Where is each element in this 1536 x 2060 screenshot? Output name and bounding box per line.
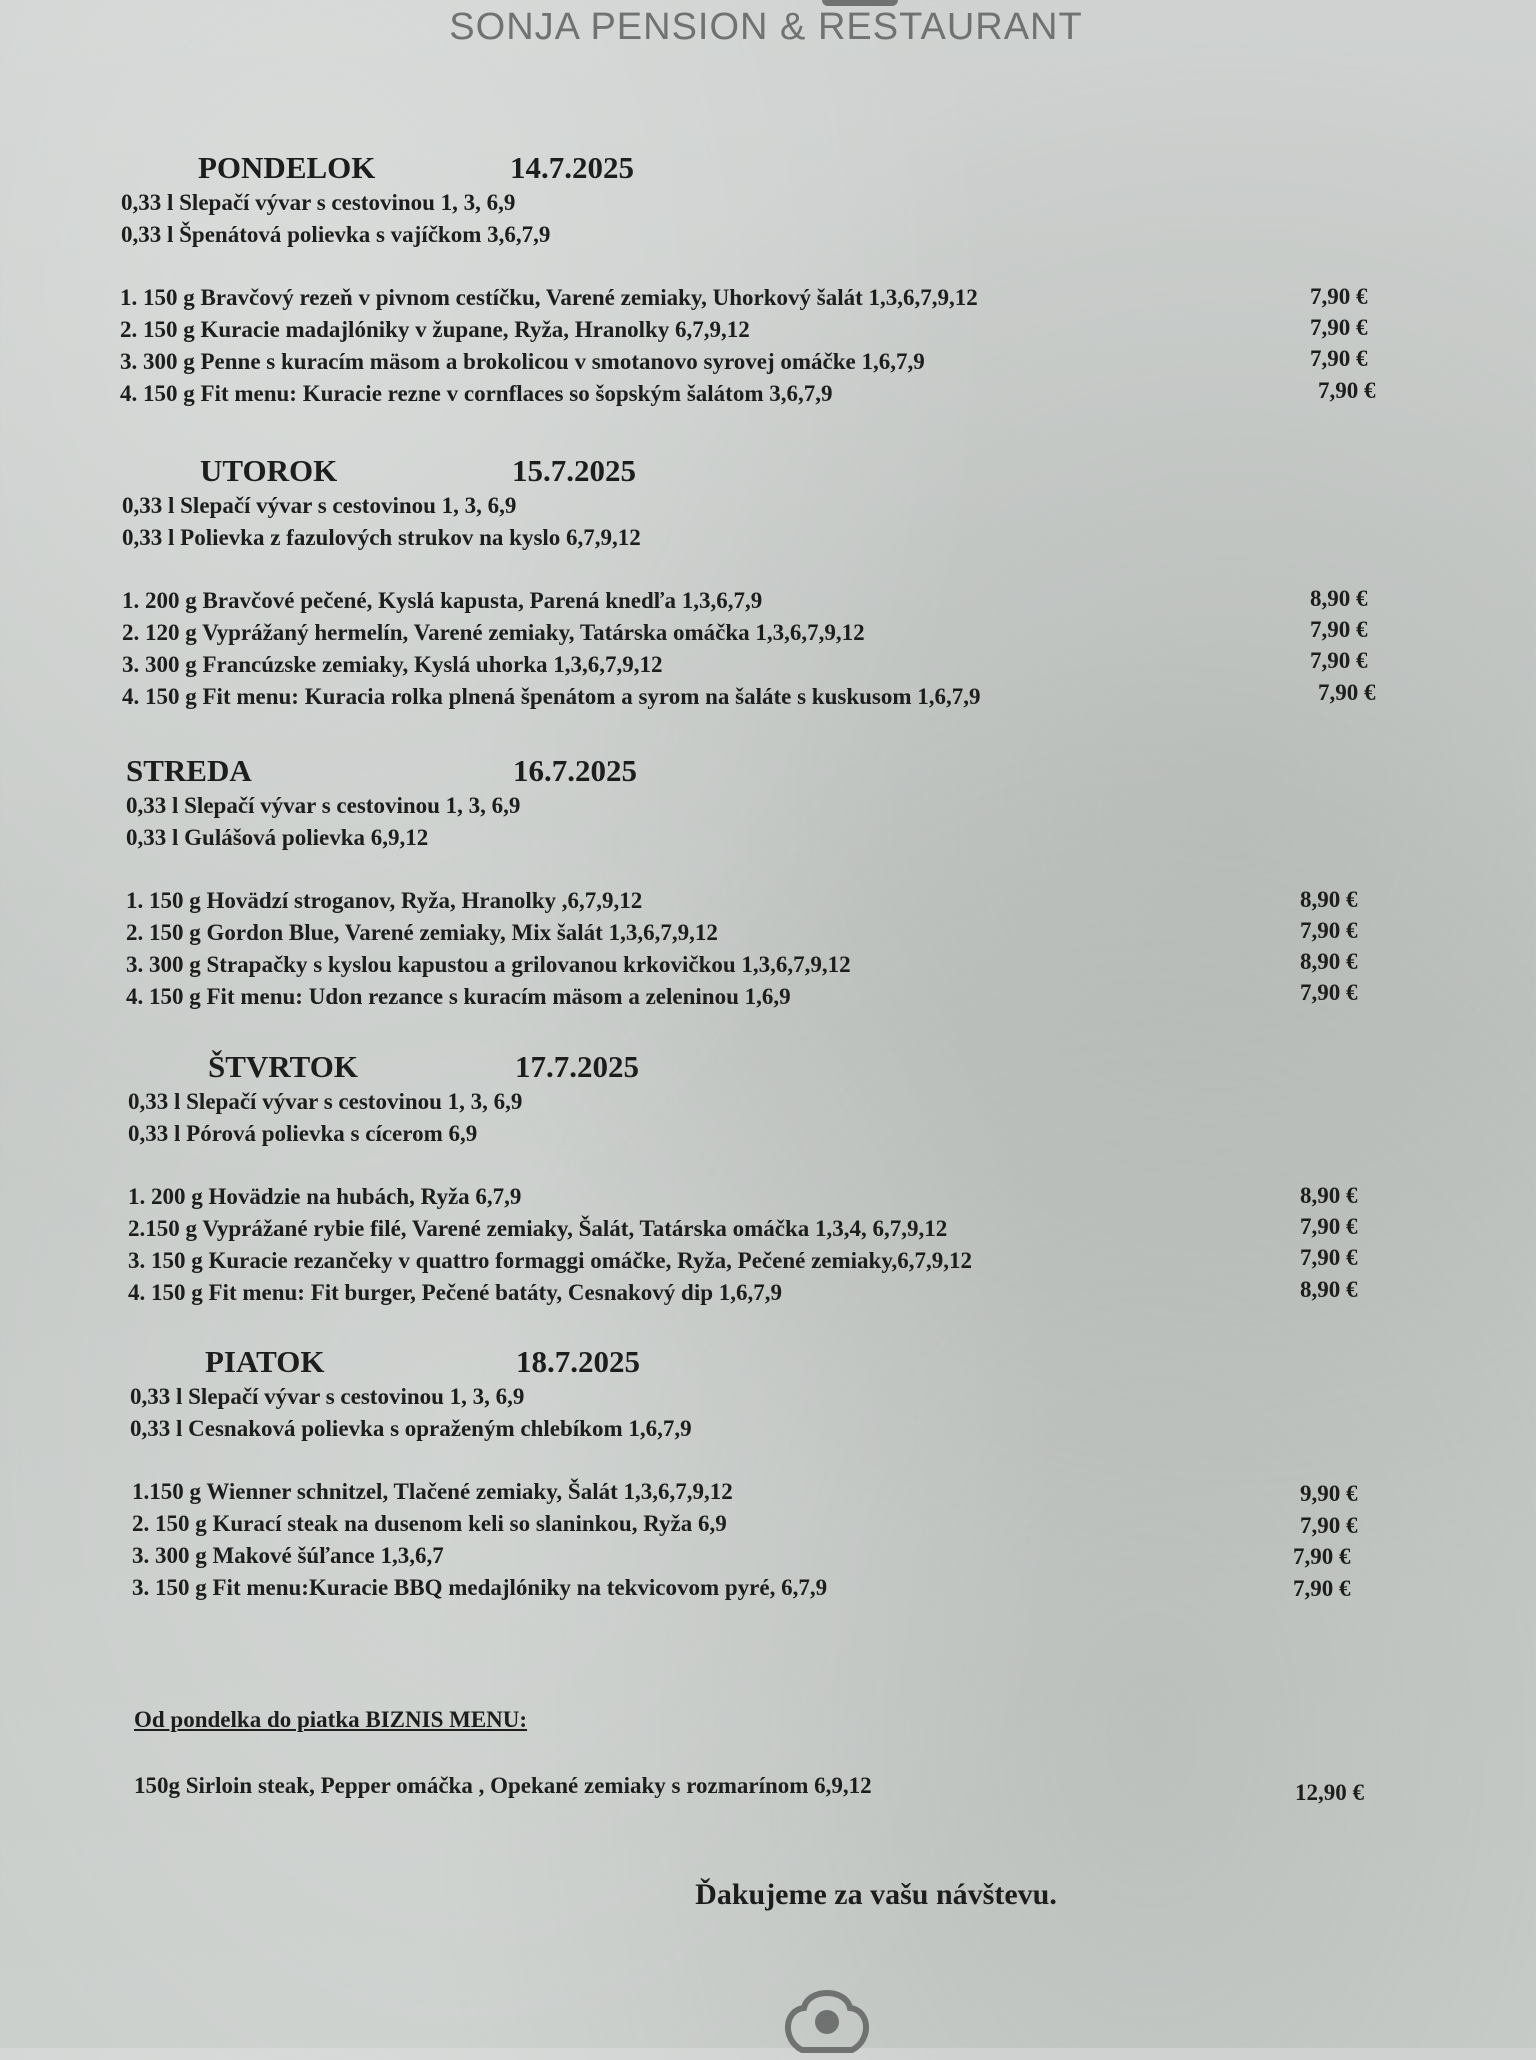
main-price: 7,90 € <box>1310 315 1368 340</box>
main-item: 4. 150 g Fit menu: Kuracie rezne v cornflaces so šopským šalátom 3,6,7,9 <box>120 381 833 406</box>
main-item: 3. 300 g Makové šúľance 1,3,6,7 <box>132 1543 444 1568</box>
main-price: 7,90 € <box>1300 1214 1358 1239</box>
soup-item: 0,33 l Slepačí vývar s cestovinou 1, 3, 6,9 <box>121 190 516 215</box>
day-name-wednesday: STREDA <box>126 753 252 788</box>
day-date-tuesday: 15.7.2025 <box>512 453 636 488</box>
day-date-wednesday: 16.7.2025 <box>513 753 637 788</box>
business-menu-item: 150g Sirloin steak, Pepper omáčka , Opekané zemiaky s rozmarínom 6,9,12 <box>134 1773 872 1798</box>
main-price: 7,90 € <box>1293 1544 1351 1569</box>
main-price: 8,90 € <box>1300 1183 1358 1208</box>
main-price: 7,90 € <box>1300 918 1358 943</box>
main-item: 3. 300 g Strapačky s kyslou kapustou a grilovanou krkovičkou 1,3,6,7,9,12 <box>126 952 851 977</box>
soup-item: 0,33 l Cesnaková polievka s opraženým chlebíkom 1,6,7,9 <box>130 1416 692 1441</box>
main-price: 7,90 € <box>1300 1513 1358 1538</box>
main-item: 3. 150 g Fit menu:Kuracie BBQ medajlóniky na tekvicovom pyré, 6,7,9 <box>132 1575 828 1600</box>
main-price: 7,90 € <box>1310 346 1368 371</box>
main-item: 4. 150 g Fit menu: Fit burger, Pečené batáty, Cesnakový dip 1,6,7,9 <box>128 1280 782 1305</box>
main-price: 7,90 € <box>1300 980 1358 1005</box>
soup-item: 0,33 l Slepačí vývar s cestovinou 1, 3, 6,9 <box>122 493 517 518</box>
main-price: 7,90 € <box>1310 284 1368 309</box>
main-item: 4. 150 g Fit menu: Udon rezance s kuracím mäsom a zeleninou 1,6,9 <box>126 984 791 1009</box>
day-name-thursday: ŠTVRTOK <box>208 1049 358 1084</box>
main-item: 1. 150 g Bravčový rezeň v pivnom cestíčku, Varené zemiaky, Uhorkový šalát 1,3,6,7,9,12 <box>120 285 978 310</box>
main-item: 3. 150 g Kuracie rezančeky v quattro formaggi omáčke, Ryža, Pečené zemiaky,6,7,9,12 <box>128 1248 973 1273</box>
main-item: 4. 150 g Fit menu: Kuracia rolka plnená špenátom a syrom na šaláte s kuskusom 1,6,7,9 <box>122 684 981 709</box>
day-name-friday: PIATOK <box>205 1344 325 1379</box>
main-price: 8,90 € <box>1310 586 1368 611</box>
business-menu-heading: Od pondelka do piatka BIZNIS MENU: <box>134 1707 528 1732</box>
day-name-monday: PONDELOK <box>198 150 376 185</box>
soup-item: 0,33 l Polievka z fazulových strukov na kyslo 6,7,9,12 <box>122 525 641 550</box>
main-item: 1. 200 g Hovädzie na hubách, Ryža 6,7,9 <box>128 1184 522 1209</box>
main-item: 3. 300 g Francúzske zemiaky, Kyslá uhorka 1,3,6,7,9,12 <box>122 652 663 677</box>
soup-item: 0,33 l Špenátová polievka s vajíčkom 3,6,7,9 <box>121 222 551 247</box>
main-item: 3. 300 g Penne s kuracím mäsom a brokolicou v smotanovo syrovej omáčke 1,6,7,9 <box>120 349 925 374</box>
main-price: 8,90 € <box>1300 887 1358 912</box>
day-date-thursday: 17.7.2025 <box>515 1049 639 1084</box>
day-date-friday: 18.7.2025 <box>516 1344 640 1379</box>
main-price: 8,90 € <box>1300 1277 1358 1302</box>
main-price: 7,90 € <box>1318 680 1376 705</box>
soup-item: 0,33 l Slepačí vývar s cestovinou 1, 3, 6,9 <box>128 1089 523 1114</box>
main-price: 8,90 € <box>1300 949 1358 974</box>
main-item: 2. 150 g Gordon Blue, Varené zemiaky, Mix šalát 1,3,6,7,9,12 <box>126 920 718 945</box>
main-price: 7,90 € <box>1318 378 1376 403</box>
chef-hat-icon <box>772 1980 882 2060</box>
main-price: 7,90 € <box>1293 1576 1351 1601</box>
soup-item: 0,33 l Slepačí vývar s cestovinou 1, 3, 6,9 <box>130 1384 525 1409</box>
thank-you-note: Ďakujeme za vašu návštevu. <box>695 1878 1057 1911</box>
main-item: 2.150 g Vyprážané rybie filé, Varené zemiaky, Šalát, Tatárska omáčka 1,3,4, 6,7,9,12 <box>128 1216 948 1241</box>
main-item: 2. 150 g Kurací steak na dusenom keli so slaninkou, Ryža 6,9 <box>132 1511 727 1536</box>
main-price: 9,90 € <box>1300 1481 1358 1506</box>
main-price: 7,90 € <box>1310 648 1368 673</box>
main-item: 2. 150 g Kuracie madajlóniky v župane, Ryža, Hranolky 6,7,9,12 <box>120 317 750 342</box>
main-price: 7,90 € <box>1310 617 1368 642</box>
main-item: 2. 120 g Vyprážaný hermelín, Varené zemiaky, Tatárska omáčka 1,3,6,7,9,12 <box>122 620 865 645</box>
soup-item: 0,33 l Pórová polievka s cícerom 6,9 <box>128 1121 478 1146</box>
main-item: 1. 200 g Bravčové pečené, Kyslá kapusta, Parená knedľa 1,3,6,7,9 <box>122 588 763 613</box>
business-menu-price: 12,90 € <box>1295 1780 1364 1805</box>
day-date-monday: 14.7.2025 <box>510 150 634 185</box>
main-item: 1.150 g Wienner schnitzel, Tlačené zemiaky, Šalát 1,3,6,7,9,12 <box>132 1479 733 1504</box>
soup-item: 0,33 l Gulášová polievka 6,9,12 <box>126 825 429 850</box>
day-name-tuesday: UTOROK <box>200 453 338 488</box>
restaurant-title: SONJA PENSION & RESTAURANT <box>449 6 1083 48</box>
main-item: 1. 150 g Hovädzí stroganov, Ryža, Hranolky ,6,7,9,12 <box>126 888 643 913</box>
main-price: 7,90 € <box>1300 1245 1358 1270</box>
soup-item: 0,33 l Slepačí vývar s cestovinou 1, 3, 6,9 <box>126 793 521 818</box>
